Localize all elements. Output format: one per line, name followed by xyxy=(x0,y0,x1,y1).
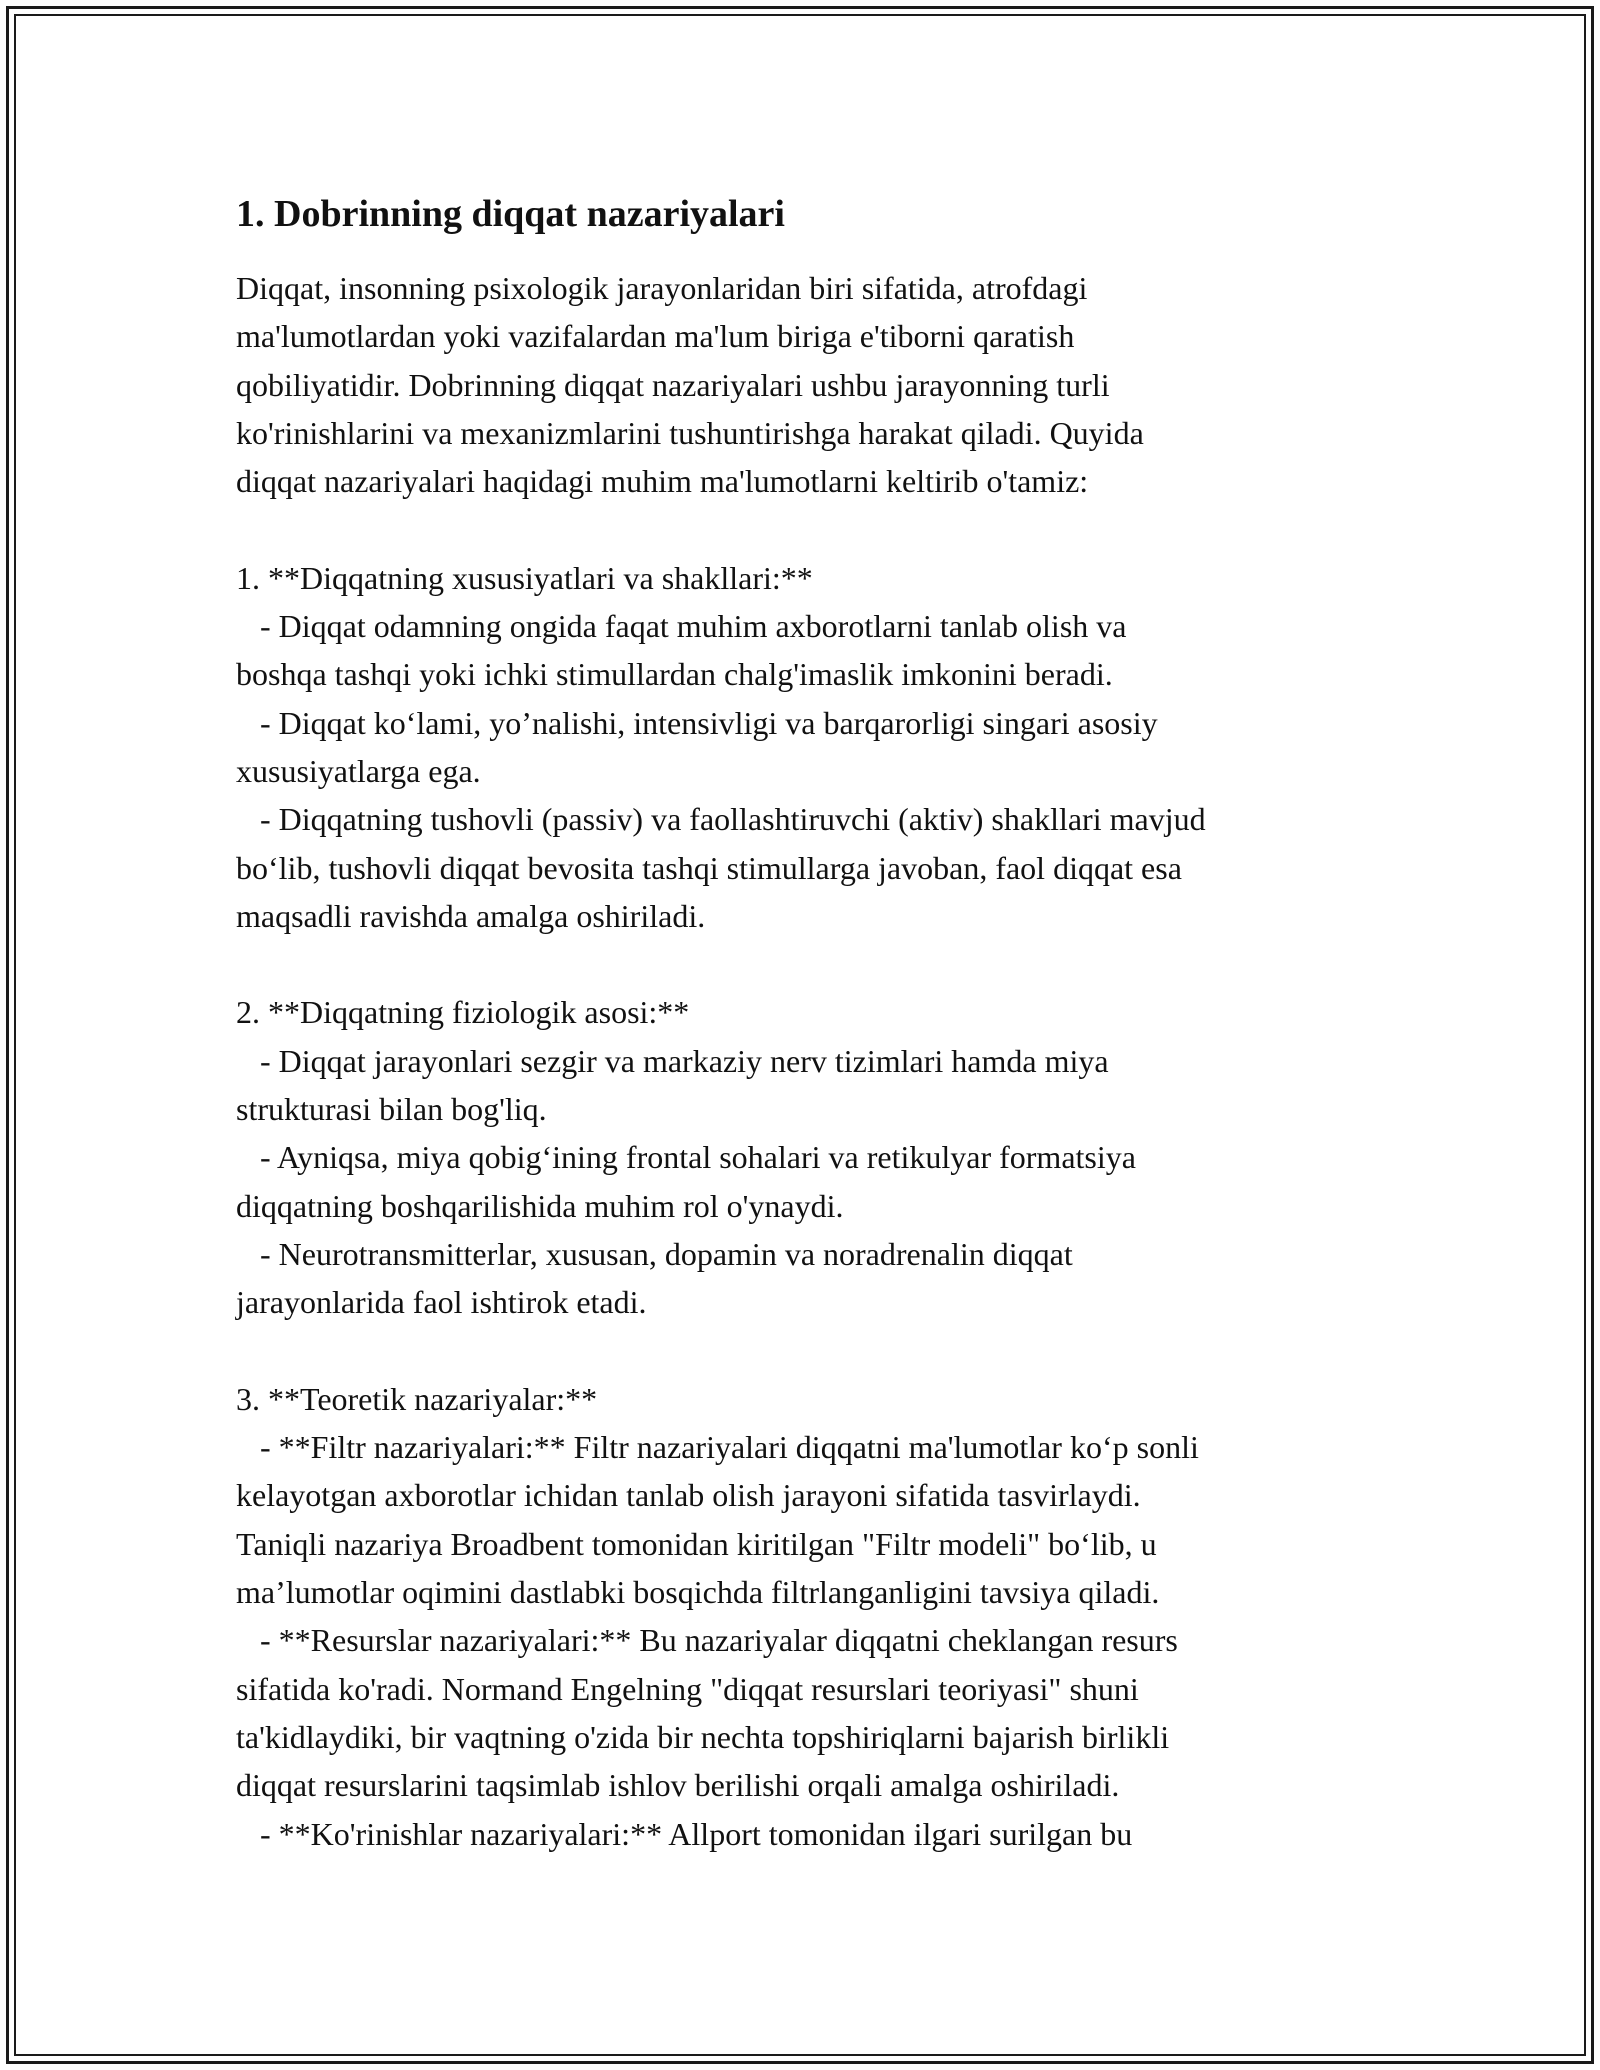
intro-line: qobiliyatidir. Dobrinning diqqat nazariyalari ushbu jarayonning turli xyxy=(236,366,1110,403)
paragraph-gap xyxy=(236,1327,1386,1375)
section-line: - **Resurslar nazariyalari:** Bu nazariyalar diqqatni cheklangan resurs xyxy=(236,1622,1178,1659)
section-line: diqqat resurslarini taqsimlab ishlov berilishi orqali amalga oshiriladi. xyxy=(236,1767,1120,1804)
paragraph-gap xyxy=(236,505,1386,553)
section-line: - Diqqatning tushovli (passiv) va faollashtiruvchi (aktiv) shakllari mavjud xyxy=(236,801,1206,838)
section-line: diqqatning boshqarilishida muhim rol o'ynaydi. xyxy=(236,1187,844,1224)
section-line: - Ayniqsa, miya qobig‘ining frontal sohalari va retikulyar formatsiya xyxy=(236,1139,1136,1176)
section-line: boshqa tashqi yoki ichki stimullardan chalg'imaslik imkonini beradi. xyxy=(236,656,1113,693)
section-line: kelayotgan axborotlar ichidan tanlab olish jarayoni sifatida tasvirlaydi. xyxy=(236,1477,1141,1514)
section-heading: 3. **Teoretik nazariyalar:** xyxy=(236,1380,598,1417)
intro-line: ma'lumotlardan yoki vazifalardan ma'lum biriga e'tiborni qaratish xyxy=(236,318,1075,355)
section-line: - Diqqat ko‘lami, yo’nalishi, intensivligi va barqarorligi singari asosiy xyxy=(236,704,1158,741)
section-line: ta'kidlaydiki, bir vaqtning o'zida bir nechta topshiriqlarni bajarish birlikli xyxy=(236,1718,1170,1755)
section-line: - Diqqat odamning ongida faqat muhim axborotlarni tanlab olish va xyxy=(236,608,1127,645)
section-line: Taniqli nazariya Broadbent tomonidan kiritilgan "Filtr modeli" bo‘lib, u xyxy=(236,1525,1157,1562)
section-line: - **Ko'rinishlar nazariyalari:** Allport tomonidan ilgari surilgan bu xyxy=(236,1815,1133,1852)
section-heading: 1. **Diqqatning xususiyatlari va shakllari:** xyxy=(236,559,813,596)
section-line: sifatida ko'radi. Normand Engelning "diqqat resurslari teoriyasi" shuni xyxy=(236,1670,1139,1707)
intro-line: Diqqat, insonning psixologik jarayonlaridan biri sifatida, atrofdagi xyxy=(236,270,1088,306)
section-3 xyxy=(236,1375,1386,1858)
section-line: - Diqqat jarayonlari sezgir va markaziy nerv tizimlari hamda miya xyxy=(236,1042,1109,1079)
document-body xyxy=(236,190,1386,1858)
section-line: - **Filtr nazariyalari:** Filtr nazariyalari diqqatni ma'lumotlar ko‘p sonli xyxy=(236,1429,1199,1466)
section-line: bo‘lib, tushovli diqqat bevosita tashqi stimullarga javoban, faol diqqat esa xyxy=(236,849,1182,886)
section-1 xyxy=(236,554,1386,940)
intro-line: ko'rinishlarini va mexanizmlarini tushuntirishga harakat qiladi. Quyida xyxy=(236,414,1144,451)
section-line: maqsadli ravishda amalga oshiriladi. xyxy=(236,897,706,934)
intro-paragraph xyxy=(236,264,1386,505)
section-line: strukturasi bilan bog'liq. xyxy=(236,1091,547,1128)
section-heading: 2. **Diqqatning fiziologik asosi:** xyxy=(236,994,690,1031)
section-line: - Neurotransmitterlar, xususan, dopamin va noradrenalin diqqat xyxy=(236,1235,1073,1272)
document-title: 1. Dobrinning diqqat nazariyalari xyxy=(236,193,785,235)
section-line: xususiyatlarga ega. xyxy=(236,752,481,789)
section-2 xyxy=(236,988,1386,1326)
section-line: ma’lumotlar oqimini dastlabki bosqichda filtrlanganligini tavsiya qiladi. xyxy=(236,1574,1160,1611)
intro-line: diqqat nazariyalari haqidagi muhim ma'lumotlarni keltirib o'tamiz: xyxy=(236,463,1089,500)
paragraph-gap xyxy=(236,940,1386,988)
section-line: jarayonlarida faol ishtirok etadi. xyxy=(236,1284,647,1321)
